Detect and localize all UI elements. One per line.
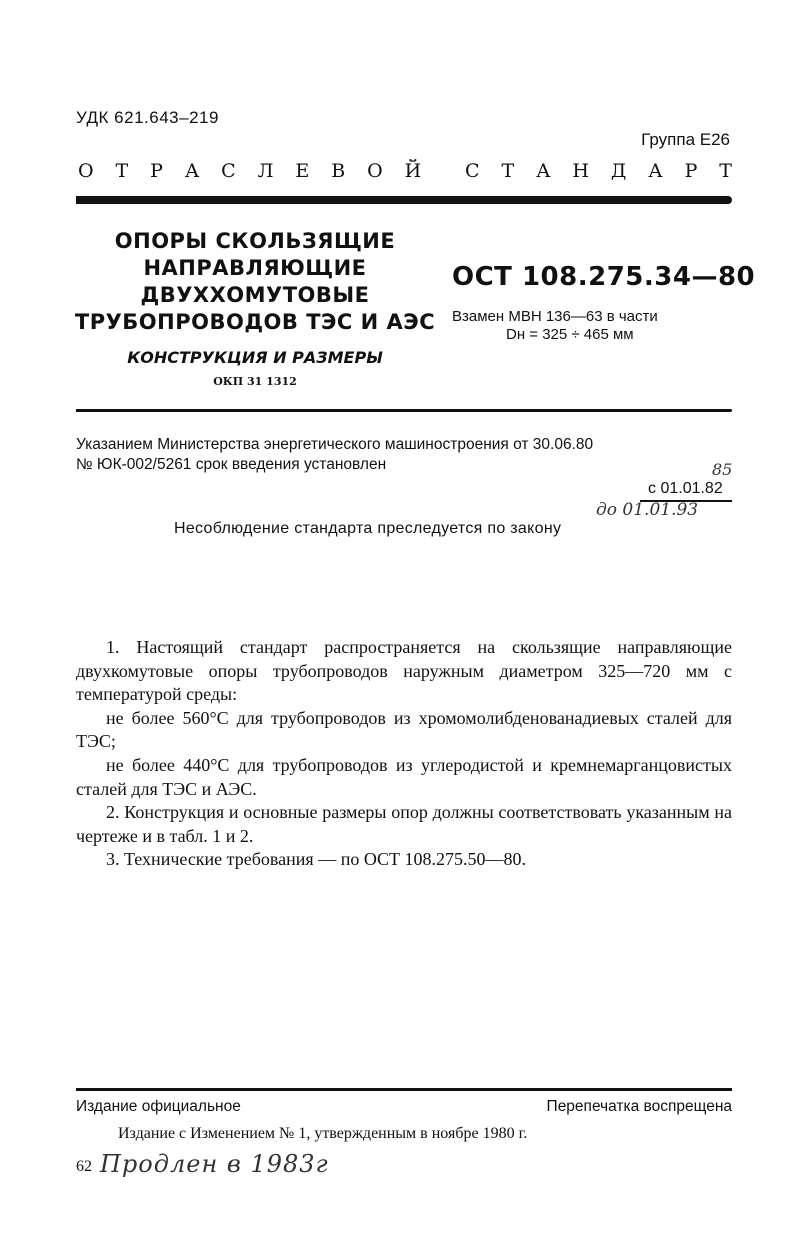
banner-letter: Т (501, 160, 515, 182)
title-line: НАПРАВЛЯЮЩИЕ (143, 256, 367, 280)
banner-letter: С (465, 160, 480, 182)
banner-letter: Т (719, 160, 732, 182)
document-title-block (70, 228, 440, 388)
body-paragraph: не более 560°С для трубопроводов из хромомолибденованадиевых сталей для ТЭС; (76, 707, 732, 752)
edition-note: Издание с Изменением № 1, утвержденным в ноябре 1980 г. (118, 1125, 528, 1142)
banner-letter: Р (150, 160, 163, 182)
body-paragraph: 3. Технические требования — по ОСТ 108.275.50—80. (106, 849, 527, 870)
banner-letter: А (536, 160, 551, 182)
standard-designation: ОСТ 108.275.34—80 (452, 262, 756, 292)
footer-rule (76, 1088, 732, 1091)
udk-code: УДК 621.643–219 (76, 108, 219, 127)
banner-letter: Й (404, 160, 422, 182)
directive-line-2: № ЮК-002/5261 срок введения установлен (76, 456, 387, 473)
introduction-date: с 01.01.82 (648, 480, 723, 497)
banner-letter: С (221, 160, 236, 182)
banner-letter: О (78, 160, 94, 182)
document-subtitle: КОНСТРУКЦИЯ И РАЗМЕРЫ (127, 348, 383, 367)
standard-body (76, 636, 732, 872)
banner-letter: В (331, 160, 346, 182)
body-paragraph: 1. Настоящий стандарт распространяется на скользящие направляющие двухкомутовые опоры трубопроводов наружным диаметром 325—720 мм с температурой среды: (76, 637, 732, 705)
banner-letter: Р (684, 160, 698, 182)
replaces-range: Dн = 325 ÷ 465 мм (506, 326, 634, 343)
banner-letter: А (184, 160, 200, 182)
title-line: ДВУХХОМУТОВЫЕ (140, 283, 370, 307)
banner-letter: Л (257, 160, 274, 182)
legal-notice: Несоблюдение стандарта преследуется по закону (174, 520, 562, 537)
page-number: 62 (76, 1158, 92, 1175)
title-line: ОПОРЫ СКОЛЬЗЯЩИЕ (114, 229, 396, 253)
banner-letter: Н (572, 160, 589, 182)
reprint-prohibited-label: Перепечатка воспрещена (546, 1098, 732, 1115)
standard-banner (78, 160, 732, 182)
group-code: Группа Е26 (641, 130, 730, 149)
banner-letter: Е (295, 160, 310, 182)
banner-letter: О (367, 160, 383, 182)
body-paragraph: не более 440°С для трубопроводов из углеродистой и кремнемарганцовистых сталей для ТЭС и АЭС. (76, 754, 732, 799)
header-thin-rule (76, 409, 732, 412)
handwritten-extension-note: Продлен в 1983г (100, 1150, 329, 1178)
body-paragraph: 2. Конструкция и основные размеры опор должны соответствовать указанным на чертеже и в табл. 1 и 2. (76, 802, 732, 846)
banner-letter: Д (610, 160, 627, 182)
banner-letter: Т (115, 160, 129, 182)
handwritten-note: 85 (712, 460, 733, 479)
banner-letter: А (648, 160, 663, 182)
replaces-note: Взамен МВН 136—63 в части (452, 308, 658, 325)
header-thick-rule (76, 196, 732, 204)
official-edition-label: Издание официальное (76, 1098, 241, 1115)
okp-code: ОКП 31 1312 (213, 375, 297, 388)
directive-line-1: Указанием Министерства энергетического машиностроения от 30.06.80 (76, 436, 594, 453)
title-line: ТРУБОПРОВОДОВ ТЭС И АЭС (74, 310, 436, 334)
handwritten-validity: до 01.01.93 (596, 500, 699, 520)
